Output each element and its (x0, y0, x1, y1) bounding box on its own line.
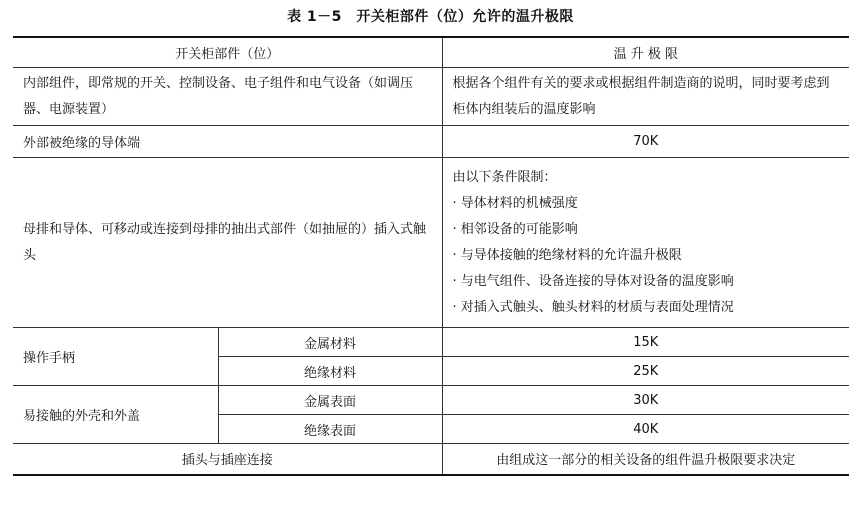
material-enclosure-metal: 金属表面 (218, 386, 442, 415)
header-part: 开关柜部件（位） (13, 37, 442, 68)
table-title: 表 1－5 开关柜部件（位）允许的温升极限 (287, 9, 574, 25)
limit-enclosure-insulating: 40K (442, 415, 849, 444)
part-internal: 内部组件，即常规的开关、控制设备、电子组件和电气设备（如调压器、电源装置） (13, 68, 442, 126)
list-item: · 对插入式触头、触头材料的材质与表面处理情况 (453, 295, 840, 321)
limit-external: 70K (442, 126, 849, 158)
list-item: · 与电气组件、设备连接的导体对设备的温度影响 (453, 269, 840, 295)
limit-enclosure-metal: 30K (442, 386, 849, 415)
material-handle-metal: 金属材料 (218, 328, 442, 357)
table-row-plug (13, 444, 849, 475)
part-enclosure: 易接触的外壳和外盖 (13, 386, 218, 444)
temperature-rise-table (13, 36, 849, 476)
limit-busbar-intro: 由以下条件限制： (452, 169, 557, 185)
limit-handle-insulating: 25K (442, 357, 849, 386)
table-row-busbar (13, 158, 849, 328)
limit-plug: 由组成这一部分的相关设备的组件温升极限要求决定 (442, 444, 849, 475)
limit-handle-metal: 15K (442, 328, 849, 357)
table-row-handle-metal (13, 328, 849, 357)
part-external: 外部被绝缘的导体端 (13, 126, 442, 158)
table-row-external (13, 126, 849, 158)
header-limit: 温 升 极 限 (442, 37, 849, 68)
list-item: · 与导体接触的绝缘材料的允许温升极限 (453, 243, 840, 269)
list-item: · 导体材料的机械强度 (453, 191, 840, 217)
condition-list (453, 191, 840, 321)
table-row-internal (13, 68, 849, 126)
part-handle: 操作手柄 (13, 328, 218, 386)
header-row (13, 37, 849, 68)
list-item: · 相邻设备的可能影响 (453, 217, 840, 243)
part-plug: 插头与插座连接 (13, 444, 442, 475)
part-busbar: 母排和导体、可移动或连接到母排的抽出式部件（如抽屉的）插入式触头 (13, 158, 442, 328)
limit-busbar (442, 158, 849, 328)
table-row-enclosure-metal (13, 386, 849, 415)
limit-internal: 根据各个组件有关的要求或根据组件制造商的说明，同时要考虑到柜体内组装后的温度影响 (442, 68, 849, 126)
material-enclosure-insulating: 绝缘表面 (218, 415, 442, 444)
material-handle-insulating: 绝缘材料 (218, 357, 442, 386)
